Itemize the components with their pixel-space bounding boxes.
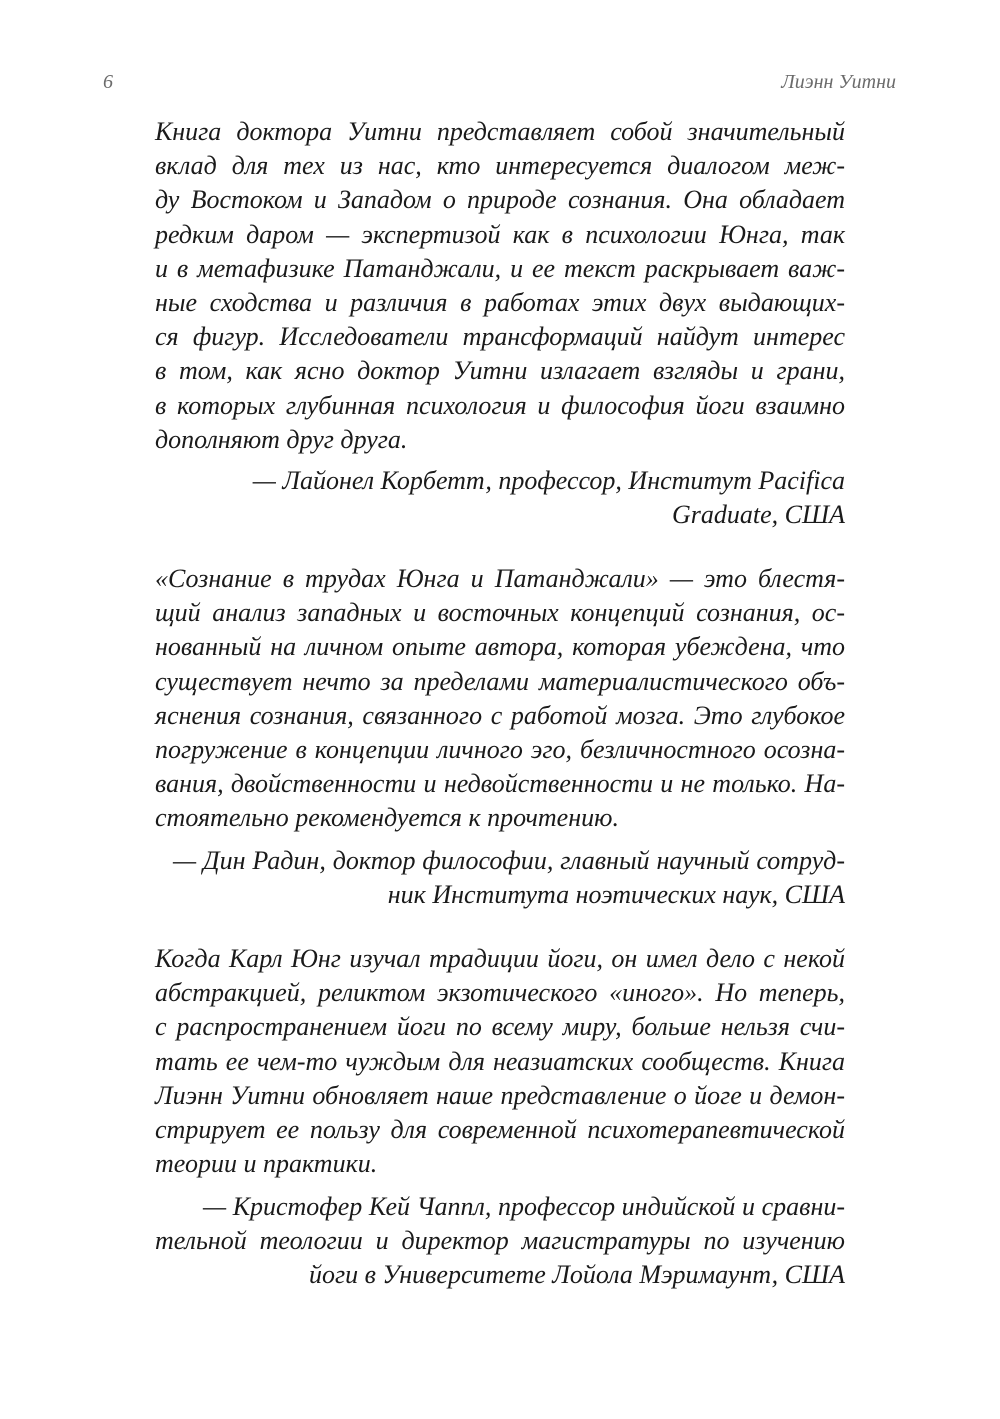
- quote-line: нованный на личном опыте автора, которая убеждена, что: [155, 632, 845, 662]
- attribution-line: ник Института ноэтических наук, США: [387, 880, 845, 910]
- blurb-attribution-2: [155, 844, 845, 912]
- quote-line: дополняют друг друга.: [155, 424, 408, 454]
- blurb-attribution-1: [155, 464, 845, 532]
- quote-line: вания, двойственности и недвойственности и не только. На-: [155, 769, 845, 799]
- quote-line: ся фигур. Исследователи трансформаций найдут интерес: [155, 322, 845, 352]
- quote-line: «Сознание в трудах Юнга и Патанджали» — это блестя-: [155, 564, 845, 593]
- quote-line: яснения сознания, связанного с работой мозга. Это глубокое: [155, 700, 845, 730]
- quote-line: стоятельно рекомендуется к прочтению.: [155, 803, 619, 833]
- quote-line: в том, как ясно доктор Уитни излагает взгляды и грани,: [155, 356, 845, 386]
- quote-line: ду Востоком и Западом о природе сознания. Она обладает: [155, 185, 845, 215]
- page-number: 6: [103, 71, 113, 93]
- quote-line: вклад для тех из нас, кто интересуется диалогом меж-: [155, 151, 845, 181]
- quote-line: редким даром — экспертизой как в психологии Юнга, так: [155, 219, 845, 249]
- quote-line: щий анализ западных и восточных концепций сознания, ос-: [155, 598, 845, 628]
- attribution-line: йоги в Университете Лойола Мэримаунт, США: [308, 1260, 845, 1290]
- blurb-attribution-3: [155, 1190, 845, 1293]
- attribution-line: — Дин Радин, доктор философии, главный научный сотруд-: [173, 846, 845, 875]
- attribution-line: — Кристофер Кей Чаппл, профессор индийской и сравни-: [203, 1192, 845, 1221]
- quote-line: теории и практики.: [155, 1149, 378, 1179]
- quote-line: абстракцией, реликтом экзотического «иного». Но теперь,: [155, 978, 845, 1008]
- quote-line: Когда Карл Юнг изучал традиции йоги, он имел дело с некой: [155, 944, 845, 973]
- running-head-author: Лиэнн Уитни: [781, 71, 896, 93]
- quote-line: и в метафизике Патанджали, и ее текст раскрывает важ-: [155, 253, 845, 283]
- quote-line: Книга доктора Уитни представляет собой значительный: [155, 117, 845, 146]
- attribution-line: тельной теологии и директор магистратуры по изучению: [155, 1226, 845, 1256]
- quote-line: погружение в концепции личного эго, безличностного осозна-: [155, 734, 845, 764]
- blurb-quote-2: [155, 562, 845, 836]
- quote-line: стрирует ее пользу для современной психотерапевтической: [155, 1114, 845, 1144]
- quote-line: Лиэнн Уитни обновляет наше представление о йоге и демон-: [155, 1080, 845, 1110]
- quote-line: ные сходства и различия в работах этих двух выдающих-: [155, 287, 845, 317]
- quote-line: в которых глубинная психология и философия йоги взаимно: [155, 390, 845, 420]
- blurb-quote-3: [155, 942, 845, 1181]
- quote-line: с распространением йоги по всему миру, больше нельзя счи-: [155, 1012, 845, 1042]
- blurb-quote-1: [155, 115, 845, 457]
- attribution-line: — Лайонел Корбетт, профессор, Институт Pacifica: [252, 466, 845, 495]
- quote-line: существует нечто за пределами материалистического объ-: [155, 666, 845, 696]
- attribution-line: Graduate, США: [672, 500, 845, 530]
- quote-line: тать ее чем-то чуждым для неазиатских сообществ. Книга: [155, 1046, 845, 1076]
